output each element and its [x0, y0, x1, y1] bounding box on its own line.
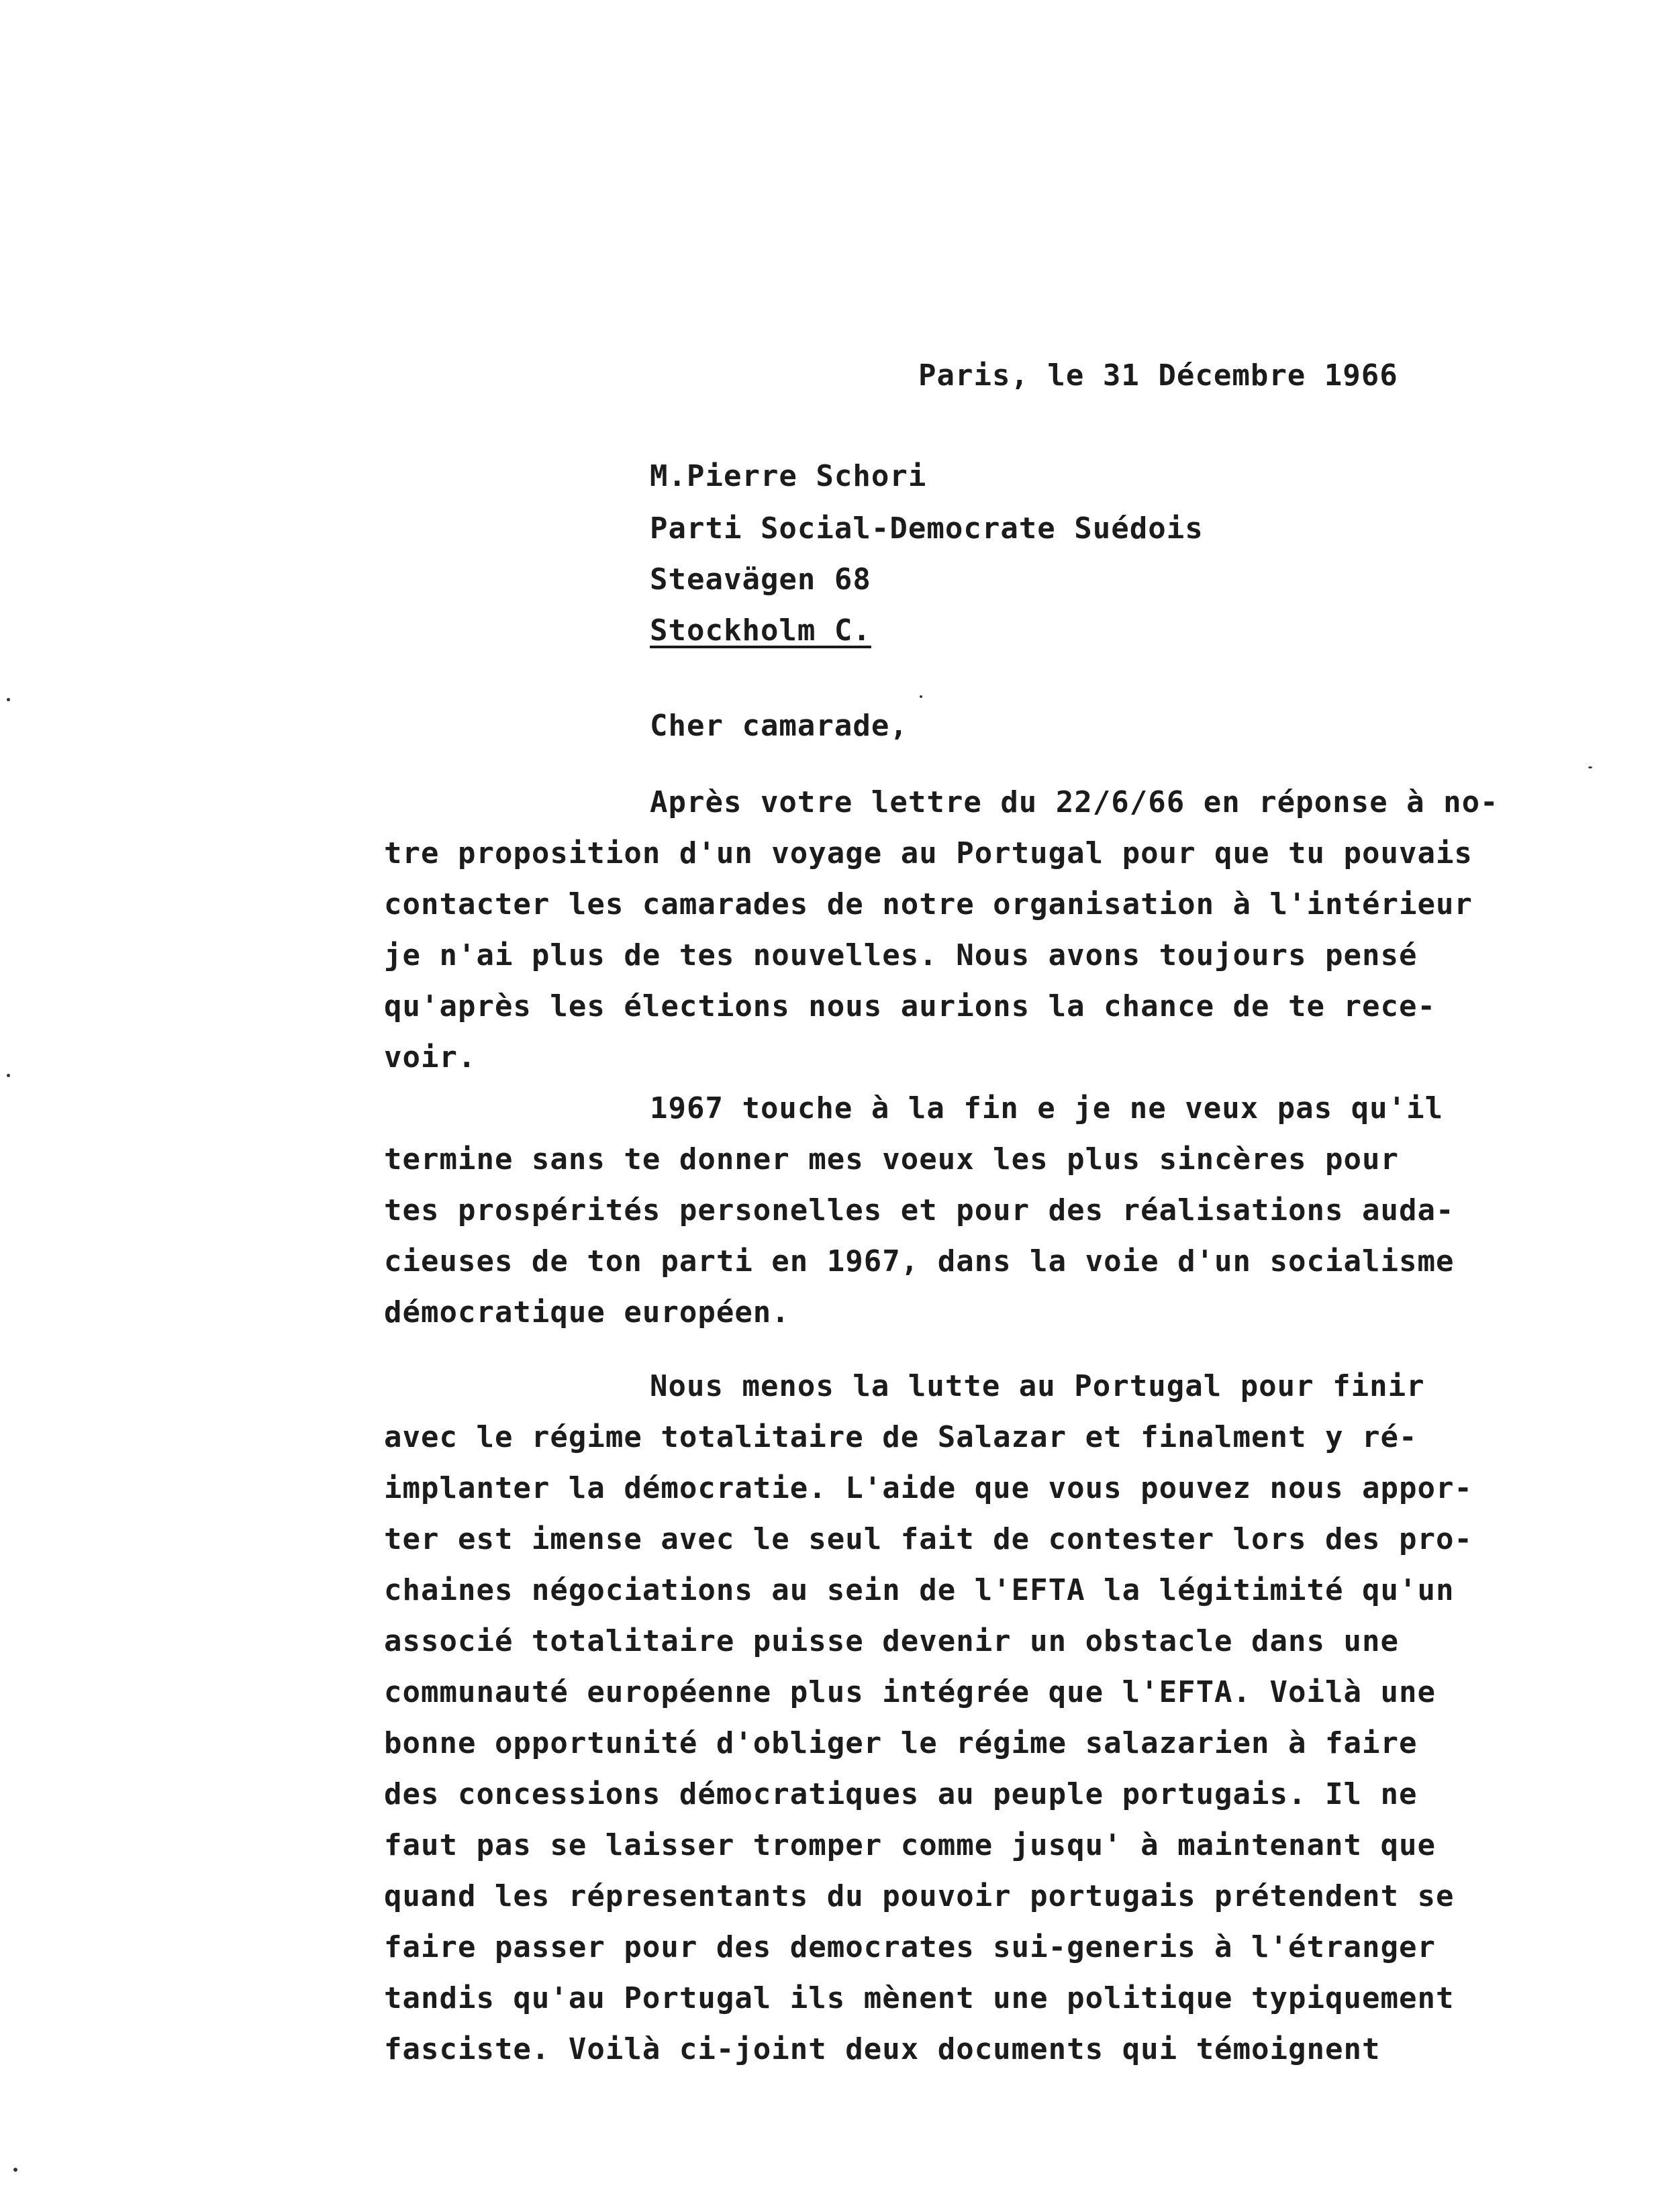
paragraph-2-line-4: cieuses de ton parti en 1967, dans la voie d'un socialisme [384, 1244, 1455, 1278]
paragraph-1-line-3: contacter les camarades de notre organisation à l'intérieur [384, 887, 1473, 921]
scan-speck [920, 695, 922, 698]
paragraph-2-line-5: démocratique européen. [384, 1295, 790, 1329]
scan-speck [7, 698, 10, 701]
paragraph-1-line-4: je n'ai plus de tes nouvelles. Nous avons toujours pensé [384, 938, 1418, 972]
paragraph-3-line-11: quand les répresentants du pouvoir portugais prétendent se [384, 1879, 1455, 1913]
paragraph-3-line-2: avec le régime totalitaire de Salazar et finalment y ré- [384, 1420, 1418, 1454]
paragraph-3-line-3: implanter la démocratie. L'aide que vous pouvez nous appor- [384, 1471, 1473, 1505]
paragraph-3-line-14: fasciste. Voilà ci-joint deux documents qui témoignent [384, 2032, 1381, 2066]
paragraph-1-line-2: tre proposition d'un voyage au Portugal pour que tu pouvais [384, 836, 1473, 870]
paragraph-2-line-1: 1967 touche à la fin e je ne veux pas qu'il [650, 1091, 1444, 1125]
paragraph-2-line-3: tes prospérités personelles et pour des réalisations auda- [384, 1193, 1455, 1227]
paragraph-1-line-5: qu'après les élections nous aurions la chance de te rece- [384, 989, 1436, 1023]
scan-speck [13, 2168, 17, 2172]
paragraph-3-line-12: faire passer pour des democrates sui-generis à l'étranger [384, 1930, 1436, 1964]
recipient-street: Steavägen 68 [650, 562, 871, 597]
recipient-name: M.Pierre Schori [650, 459, 927, 493]
paragraph-3-line-13: tandis qu'au Portugal ils mènent une politique typiquement [384, 1981, 1455, 2015]
letter-date: Paris, le 31 Décembre 1966 [918, 358, 1398, 393]
paragraph-3-line-7: communauté européenne plus intégrée que l'EFTA. Voilà une [384, 1675, 1436, 1709]
paragraph-3-line-8: bonne opportunité d'obliger le régime salazarien à faire [384, 1726, 1418, 1760]
paragraph-3-line-6: associé totalitaire puisse devenir un obstacle dans une [384, 1624, 1399, 1658]
paragraph-3-line-10: faut pas se laisser tromper comme jusqu' à maintenant que [384, 1828, 1436, 1862]
salutation: Cher camarade, [650, 709, 908, 743]
paragraph-2-line-2: termine sans te donner mes voeux les plus sincères pour [384, 1142, 1399, 1176]
paragraph-1-line-1: Après votre lettre du 22/6/66 en réponse à no- [650, 785, 1499, 819]
scan-speck [7, 1074, 10, 1077]
paragraph-3-line-1: Nous menos la lutte au Portugal pour finir [650, 1369, 1425, 1403]
recipient-city: Stockholm C. [650, 613, 871, 648]
paragraph-3-line-5: chaines négociations au sein de l'EFTA la légitimité qu'un [384, 1573, 1455, 1607]
scan-speck [1588, 766, 1592, 768]
paragraph-3-line-4: ter est imense avec le seul fait de contester lors des pro- [384, 1522, 1473, 1556]
paragraph-1-line-6: voir. [384, 1040, 477, 1074]
paragraph-3-line-9: des concessions démocratiques au peuple portugais. Il ne [384, 1777, 1418, 1811]
recipient-organization: Parti Social-Democrate Suédois [650, 511, 1204, 546]
